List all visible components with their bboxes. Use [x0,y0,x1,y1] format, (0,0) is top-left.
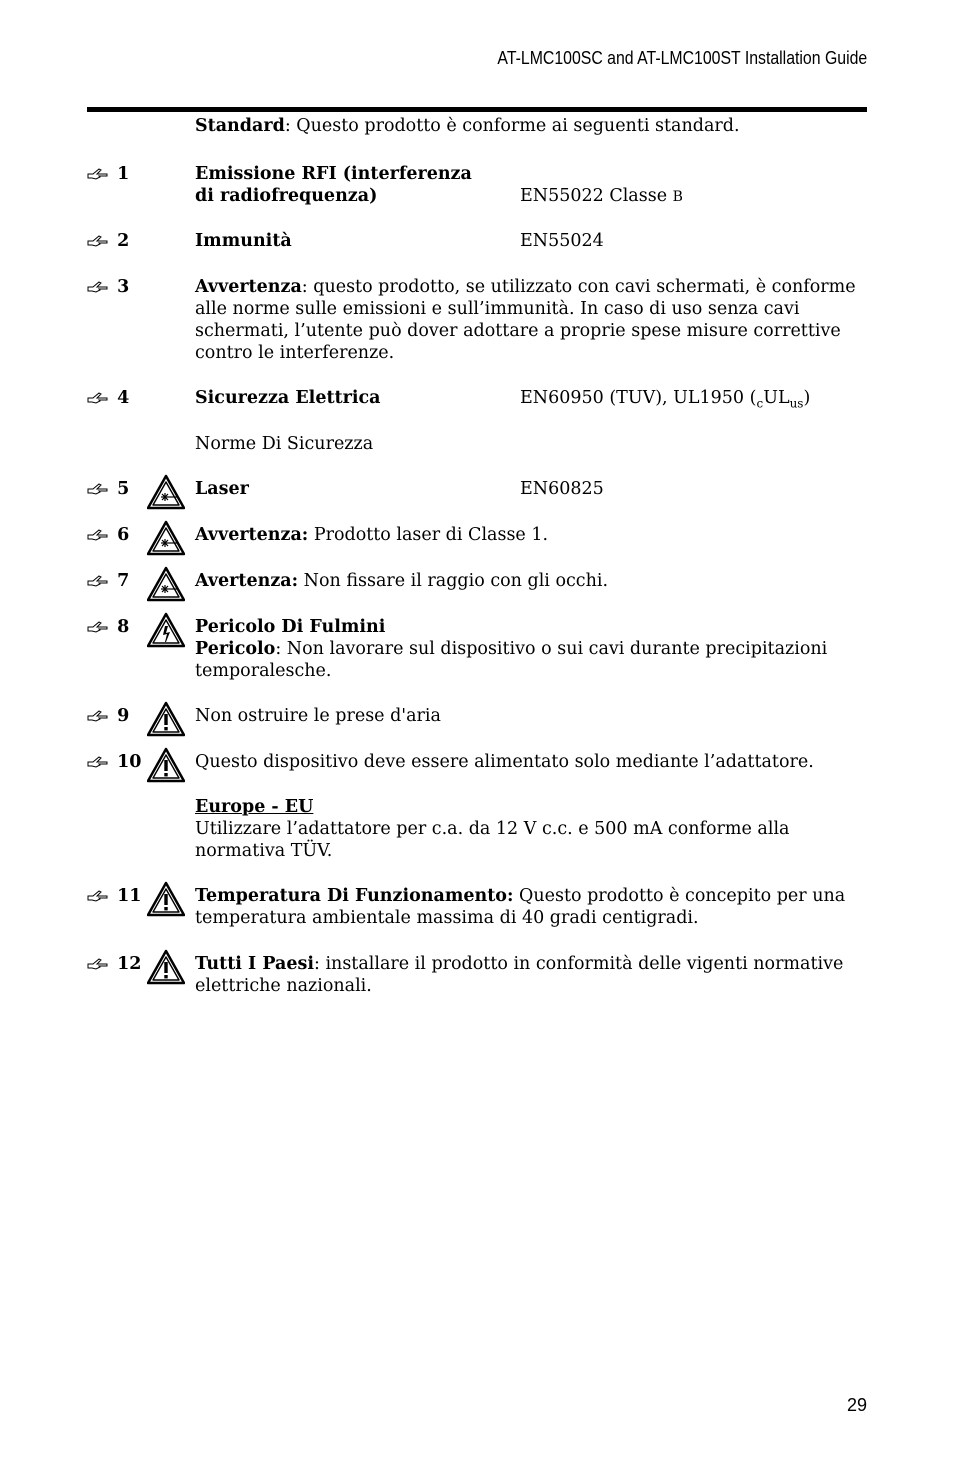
pointing-hand-icon [87,888,109,902]
caution-icon [147,949,185,985]
item-number-7: 7 [87,570,129,592]
pointing-hand-icon [87,754,109,768]
caution-icon [147,701,185,737]
page-number: 29 [846,1395,867,1415]
pointing-hand-icon [87,166,109,180]
item-number-4: 4 [87,387,129,409]
pointing-hand-icon [87,481,109,495]
item-number-3: 3 [87,276,129,298]
item-10-subsection: Europe - EU Utilizzare l’adattatore per c.a. da 12 V c.c. e 500 mA conforme alla normativa TÜV. [195,797,790,861]
item-12-text: Tutti I Paesi: installare il prodotto in conformità delle vigenti normative elettriche nazionali. [195,954,844,996]
pointing-hand-icon [87,390,109,404]
item-number-11: 11 [87,885,141,907]
laser-warning-icon [147,474,185,510]
item-number-6: 6 [87,524,129,546]
item-4-subheading: Norme Di Sicurezza [195,434,374,454]
item-2-value: EN55024 [520,231,604,251]
item-number-9: 9 [87,705,129,727]
item-10-text: Questo dispositivo deve essere alimentato solo mediante l’adattatore. [195,752,814,772]
pointing-hand-icon [87,279,109,293]
item-8-text: Pericolo Di Fulmini Pericolo: Non lavorare sul dispositivo o sui cavi durante precipitazioni temporalesche. [195,617,828,681]
item-number-1: 1 [87,163,129,185]
item-4-value: EN60950 (TUV), UL1950 $(_cUL_{us})$ [520,388,811,411]
intro-paragraph: Standard: Questo prodotto è conforme ai seguenti standard. [195,116,740,136]
caution-icon [147,881,185,917]
laser-warning-icon [147,566,185,602]
header-rule [87,107,867,112]
item-number-10: 10 [87,751,141,773]
laser-warning-icon [147,520,185,556]
item-1-label: Emissione RFI (interferenza di radiofrequenza) [195,164,472,206]
item-number-8: 8 [87,616,129,638]
pointing-hand-icon [87,619,109,633]
item-2-label: Immunità [195,231,292,251]
item-4-label: Sicurezza Elettrica [195,388,381,408]
pointing-hand-icon [87,233,109,247]
pointing-hand-icon [87,527,109,541]
item-9-text: Non ostruire le prese d'aria [195,706,441,726]
caution-icon [147,747,185,783]
pointing-hand-icon [87,573,109,587]
item-6-text: Avvertenza: Prodotto laser di Classe 1. [195,525,549,545]
item-number-5: 5 [87,478,129,500]
item-number-2: 2 [87,230,129,252]
item-5-label: Laser [195,479,249,499]
item-1-value: EN55022 Classe B [520,186,683,206]
item-7-text: Avertenza: Non fissare il raggio con gli occhi. [195,571,609,591]
item-3-text: Avvertenza: questo prodotto, se utilizzato con cavi schermati, è conforme alle norme sulle emissioni e sull’immunità. In caso di uso senza cavi schermati, l’utente può dover adottare a proprie spese misure correttive contro le interferenze. [195,277,856,363]
pointing-hand-icon [87,708,109,722]
running-header: AT-LMC100SC and AT-LMC100ST Installation Guide [497,48,867,68]
item-number-12: 12 [87,953,141,975]
pointing-hand-icon [87,956,109,970]
item-5-value: EN60825 [520,479,604,499]
item-11-text: Temperatura Di Funzionamento: Questo prodotto è concepito per una temperatura ambientale massima di 40 gradi centigradi. [195,886,846,928]
lightning-warning-icon [147,612,185,648]
